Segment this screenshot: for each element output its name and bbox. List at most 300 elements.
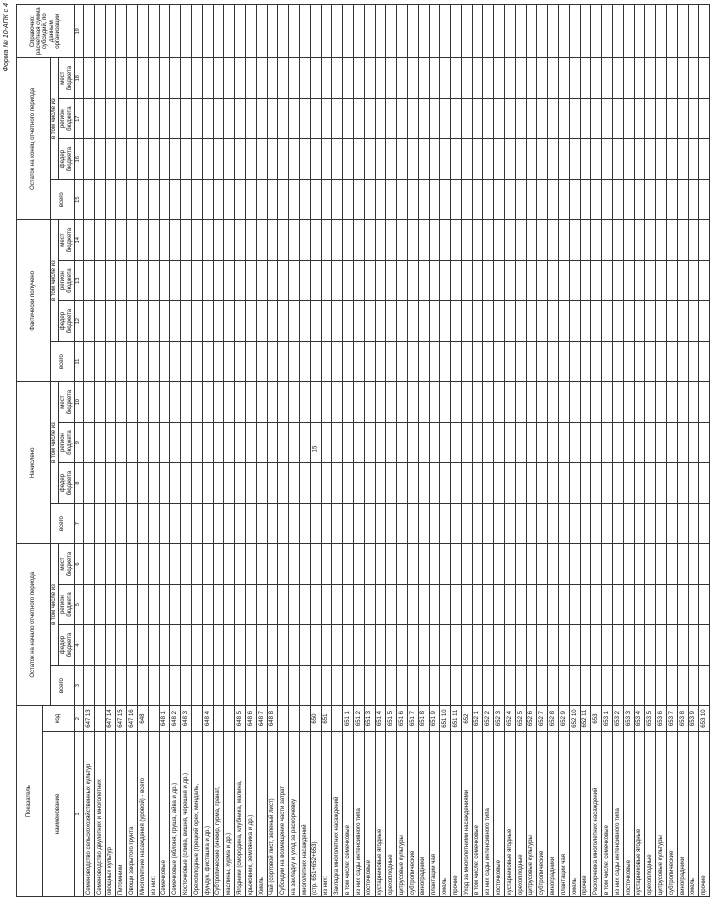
- empty-value-cell: [559, 220, 570, 260]
- empty-value-cell: [634, 382, 645, 423]
- empty-value-cell: [310, 625, 321, 665]
- empty-value-cell: [623, 179, 634, 219]
- empty-value-cell: [191, 382, 202, 423]
- empty-value-cell: [559, 584, 570, 624]
- row-name: Косточковые (слива, вишня, черешня и др.): [181, 731, 192, 896]
- empty-value-cell: [181, 260, 192, 300]
- row-code: 648 6: [245, 706, 256, 732]
- empty-value-cell: [181, 422, 192, 462]
- empty-value-cell: [181, 301, 192, 341]
- empty-value-cell: [181, 463, 192, 503]
- empty-value-cell: [105, 625, 116, 665]
- empty-value-cell: [148, 58, 159, 99]
- empty-value-cell: [677, 625, 688, 665]
- empty-value-cell: [440, 139, 451, 179]
- empty-value-cell: [580, 422, 591, 462]
- empty-value-cell: [623, 260, 634, 300]
- empty-value-cell: [105, 179, 116, 219]
- empty-value-cell: [407, 503, 418, 543]
- empty-value-cell: [559, 139, 570, 179]
- col-number: 1: [75, 731, 84, 896]
- table-row: [84, 5, 95, 897]
- empty-value-cell: [353, 503, 364, 543]
- row-code: 651 1: [343, 706, 354, 732]
- empty-value-cell: [515, 503, 526, 543]
- empty-value-cell: [667, 665, 678, 705]
- empty-value-cell: [202, 260, 213, 300]
- empty-value-cell: [299, 58, 310, 99]
- row-name: на закладку и уход за раскорчевку: [289, 731, 300, 896]
- empty-value-cell: [245, 584, 256, 624]
- empty-value-cell: [267, 584, 278, 624]
- empty-value-cell: [343, 665, 354, 705]
- row-name: Орехоплодные (грецкий орех, миндаль,: [191, 731, 202, 896]
- empty-value-cell: [170, 665, 181, 705]
- empty-value-cell: [94, 665, 105, 705]
- empty-value-cell: [602, 98, 613, 138]
- empty-value-cell: [148, 260, 159, 300]
- col-number: 13: [75, 260, 84, 300]
- empty-value-cell: [407, 220, 418, 260]
- empty-value-cell: [591, 625, 602, 665]
- row-name: Семеноводство сельскохозяйственных культур: [84, 731, 95, 896]
- federal-header: федер бюджета: [59, 463, 75, 503]
- empty-value-cell: [84, 220, 95, 260]
- empty-value-cell: [559, 260, 570, 300]
- empty-value-cell: [353, 463, 364, 503]
- empty-value-cell: [623, 382, 634, 423]
- empty-value-cell: [289, 503, 300, 543]
- empty-value-cell: [461, 665, 472, 705]
- row-code: 651 6: [397, 706, 408, 732]
- empty-value-cell: [94, 503, 105, 543]
- empty-value-cell: [289, 544, 300, 585]
- regional-header: регион бюджета: [59, 260, 75, 300]
- empty-value-cell: [602, 382, 613, 423]
- empty-value-cell: [677, 98, 688, 138]
- empty-value-cell: [537, 544, 548, 585]
- row-name: маслины, хурма и др.): [224, 731, 235, 896]
- empty-value-cell: [353, 260, 364, 300]
- empty-value-cell: [224, 5, 235, 58]
- empty-value-cell: [505, 422, 516, 462]
- empty-value-cell: [548, 58, 559, 99]
- empty-value-cell: [440, 301, 451, 341]
- table-row: [667, 5, 678, 897]
- empty-value-cell: [472, 463, 483, 503]
- col-number: 19: [75, 5, 84, 58]
- empty-value-cell: [429, 422, 440, 462]
- empty-value-cell: [634, 625, 645, 665]
- empty-value-cell: [245, 341, 256, 381]
- empty-value-cell: [299, 463, 310, 503]
- table-row: [353, 5, 364, 897]
- empty-value-cell: [559, 58, 570, 99]
- empty-value-cell: [505, 5, 516, 58]
- empty-value-cell: [148, 301, 159, 341]
- empty-value-cell: [245, 625, 256, 665]
- empty-value-cell: [386, 301, 397, 341]
- empty-value-cell: [526, 58, 537, 99]
- empty-value-cell: [202, 58, 213, 99]
- empty-value-cell: [591, 98, 602, 138]
- empty-value-cell: [440, 463, 451, 503]
- empty-value-cell: [170, 503, 181, 543]
- empty-value-cell: [159, 260, 170, 300]
- empty-value-cell: [634, 58, 645, 99]
- empty-value-cell: [602, 179, 613, 219]
- empty-value-cell: [667, 544, 678, 585]
- empty-value-cell: [429, 260, 440, 300]
- empty-value-cell: [375, 625, 386, 665]
- empty-value-cell: [451, 98, 462, 138]
- empty-value-cell: [181, 584, 192, 624]
- empty-value-cell: [677, 382, 688, 423]
- empty-value-cell: [613, 422, 624, 462]
- empty-value-cell: [84, 584, 95, 624]
- total-header: всего: [51, 341, 75, 381]
- table-row: [548, 5, 559, 897]
- empty-value-cell: [170, 625, 181, 665]
- empty-value-cell: [515, 665, 526, 705]
- empty-value-cell: [191, 422, 202, 462]
- empty-value-cell: [645, 301, 656, 341]
- empty-value-cell: [667, 463, 678, 503]
- empty-value-cell: [278, 260, 289, 300]
- row-name: Ягодники (смородина, клубника, малина,: [235, 731, 246, 896]
- empty-value-cell: [688, 5, 699, 58]
- empty-value-cell: [677, 341, 688, 381]
- empty-value-cell: [94, 301, 105, 341]
- empty-value-cell: [289, 98, 300, 138]
- empty-value-cell: [116, 58, 127, 99]
- empty-value-cell: [105, 665, 116, 705]
- empty-value-cell: [580, 301, 591, 341]
- col-number: 5: [75, 584, 84, 624]
- empty-value-cell: [386, 179, 397, 219]
- empty-value-cell: [224, 301, 235, 341]
- empty-value-cell: [127, 58, 138, 99]
- empty-value-cell: [267, 503, 278, 543]
- empty-value-cell: [429, 382, 440, 423]
- empty-value-cell: [105, 260, 116, 300]
- empty-value-cell: [386, 98, 397, 138]
- empty-value-cell: [202, 463, 213, 503]
- empty-value-cell: [472, 584, 483, 624]
- table-row: [256, 5, 267, 897]
- empty-value-cell: [159, 382, 170, 423]
- empty-value-cell: [569, 179, 580, 219]
- empty-value-cell: [137, 260, 148, 300]
- empty-value-cell: [569, 301, 580, 341]
- empty-value-cell: [515, 341, 526, 381]
- empty-value-cell: [84, 139, 95, 179]
- empty-value-cell: [267, 625, 278, 665]
- column-number-row: [75, 5, 84, 897]
- empty-value-cell: [397, 544, 408, 585]
- empty-value-cell: [299, 301, 310, 341]
- empty-value-cell: [224, 625, 235, 665]
- empty-value-cell: [289, 301, 300, 341]
- empty-value-cell: [375, 58, 386, 99]
- row-name: Субсидии на возмещение части затрат: [278, 731, 289, 896]
- empty-value-cell: [84, 382, 95, 423]
- empty-value-cell: [213, 625, 224, 665]
- empty-value-cell: [667, 503, 678, 543]
- empty-value-cell: [332, 503, 343, 543]
- empty-value-cell: [537, 382, 548, 423]
- empty-value-cell: [623, 220, 634, 260]
- empty-value-cell: [451, 220, 462, 260]
- empty-value-cell: [677, 5, 688, 58]
- empty-value-cell: [699, 463, 710, 503]
- row-code: 653 2: [613, 706, 624, 732]
- empty-value-cell: [94, 463, 105, 503]
- row-name: орехоплодные: [645, 731, 656, 896]
- empty-value-cell: [656, 665, 667, 705]
- empty-value-cell: [235, 503, 246, 543]
- empty-value-cell: [656, 301, 667, 341]
- empty-value-cell: [353, 422, 364, 462]
- empty-value-cell: [256, 301, 267, 341]
- empty-value-cell: [386, 382, 397, 423]
- empty-value-cell: [245, 98, 256, 138]
- empty-value-cell: [386, 260, 397, 300]
- empty-value-cell: [213, 463, 224, 503]
- empty-value-cell: [656, 422, 667, 462]
- empty-value-cell: [386, 503, 397, 543]
- empty-value-cell: [537, 341, 548, 381]
- empty-value-cell: [613, 503, 624, 543]
- empty-value-cell: [170, 5, 181, 58]
- empty-value-cell: [569, 463, 580, 503]
- empty-value-cell: [321, 544, 332, 585]
- empty-value-cell: [353, 665, 364, 705]
- empty-value-cell: [84, 422, 95, 462]
- row-code: 648 5: [235, 706, 246, 732]
- empty-value-cell: [461, 260, 472, 300]
- empty-value-cell: [224, 58, 235, 99]
- empty-value-cell: [105, 58, 116, 99]
- row-code: 648 8: [267, 706, 278, 732]
- empty-value-cell: [343, 98, 354, 138]
- empty-value-cell: [494, 179, 505, 219]
- empty-value-cell: [343, 260, 354, 300]
- empty-value-cell: [418, 260, 429, 300]
- table-row: [429, 5, 440, 897]
- empty-value-cell: [688, 503, 699, 543]
- empty-value-cell: [105, 584, 116, 624]
- table-row: [137, 5, 148, 897]
- empty-value-cell: [191, 625, 202, 665]
- empty-value-cell: [397, 139, 408, 179]
- empty-value-cell: [375, 503, 386, 543]
- empty-value-cell: [321, 139, 332, 179]
- federal-header: федер бюджета: [59, 139, 75, 179]
- empty-value-cell: [94, 139, 105, 179]
- empty-value-cell: [245, 544, 256, 585]
- empty-value-cell: [127, 382, 138, 423]
- row-code: 653 8: [677, 706, 688, 732]
- empty-value-cell: [321, 301, 332, 341]
- col-number: 18: [75, 58, 84, 99]
- row-code: 651: [321, 706, 332, 732]
- empty-value-cell: [483, 58, 494, 99]
- row-code: 652 2: [483, 706, 494, 732]
- empty-value-cell: [375, 341, 386, 381]
- empty-value-cell: [159, 58, 170, 99]
- empty-value-cell: [483, 139, 494, 179]
- empty-value-cell: [407, 139, 418, 179]
- empty-value-cell: [461, 382, 472, 423]
- empty-value-cell: [418, 665, 429, 705]
- empty-value-cell: [569, 98, 580, 138]
- row-code: 648 7: [256, 706, 267, 732]
- empty-value-cell: [645, 220, 656, 260]
- empty-value-cell: [267, 422, 278, 462]
- empty-value-cell: [451, 260, 462, 300]
- empty-value-cell: [202, 341, 213, 381]
- empty-value-cell: [202, 179, 213, 219]
- table-row: [440, 5, 451, 897]
- empty-value-cell: [645, 544, 656, 585]
- empty-value-cell: [321, 382, 332, 423]
- empty-value-cell: [94, 58, 105, 99]
- empty-value-cell: [451, 5, 462, 58]
- empty-value-cell: [256, 382, 267, 423]
- row-code: 653 3: [623, 706, 634, 732]
- empty-value-cell: [623, 503, 634, 543]
- empty-value-cell: [137, 98, 148, 138]
- empty-value-cell: [235, 382, 246, 423]
- empty-value-cell: [483, 503, 494, 543]
- empty-value-cell: [667, 98, 678, 138]
- empty-value-cell: [677, 139, 688, 179]
- empty-value-cell: [699, 382, 710, 423]
- empty-value-cell: [213, 422, 224, 462]
- empty-value-cell: [677, 301, 688, 341]
- empty-value-cell: [656, 220, 667, 260]
- local-header: мест бюджета: [59, 382, 75, 423]
- row-code: 652 6: [526, 706, 537, 732]
- empty-value-cell: [213, 503, 224, 543]
- empty-value-cell: [256, 220, 267, 260]
- subsidy-table: [16, 4, 710, 897]
- empty-value-cell: [375, 179, 386, 219]
- empty-value-cell: [591, 463, 602, 503]
- empty-value-cell: [667, 139, 678, 179]
- empty-value-cell: [461, 98, 472, 138]
- table-row: [148, 5, 159, 897]
- empty-value-cell: [677, 220, 688, 260]
- empty-value-cell: [569, 422, 580, 462]
- empty-value-cell: [580, 98, 591, 138]
- empty-value-cell: [278, 301, 289, 341]
- empty-value-cell: [623, 544, 634, 585]
- empty-value-cell: [278, 665, 289, 705]
- empty-value-cell: [699, 98, 710, 138]
- empty-value-cell: [634, 139, 645, 179]
- group-end-header: Остаток на конец отчетного периода: [17, 58, 51, 220]
- empty-value-cell: [170, 98, 181, 138]
- empty-value-cell: [353, 341, 364, 381]
- empty-value-cell: [645, 382, 656, 423]
- empty-value-cell: [202, 220, 213, 260]
- empty-value-cell: [667, 584, 678, 624]
- empty-value-cell: [170, 544, 181, 585]
- empty-value-cell: [181, 5, 192, 58]
- empty-value-cell: [278, 503, 289, 543]
- empty-value-cell: [235, 179, 246, 219]
- incl-header: в том числе из: [51, 220, 59, 341]
- total-header: всего: [51, 503, 75, 543]
- empty-value-cell: [645, 625, 656, 665]
- empty-value-cell: [256, 584, 267, 624]
- row-code: 653 6: [656, 706, 667, 732]
- empty-value-cell: [537, 503, 548, 543]
- empty-value-cell: [105, 301, 116, 341]
- empty-value-cell: [321, 625, 332, 665]
- empty-value-cell: [127, 301, 138, 341]
- empty-value-cell: [688, 98, 699, 138]
- empty-value-cell: [245, 220, 256, 260]
- col-number: 10: [75, 382, 84, 423]
- empty-value-cell: [602, 544, 613, 585]
- group-received-header: Фактически получено: [17, 220, 51, 382]
- table-row: [386, 5, 397, 897]
- table-row: [580, 5, 591, 897]
- table-row: [181, 5, 192, 897]
- empty-value-cell: [256, 665, 267, 705]
- empty-value-cell: [613, 625, 624, 665]
- empty-value-cell: [310, 5, 321, 58]
- empty-value-cell: [148, 179, 159, 219]
- local-header: мест бюджета: [59, 544, 75, 585]
- empty-value-cell: [634, 98, 645, 138]
- group-start-header: Остаток на начало отчетного периода: [17, 544, 51, 706]
- empty-value-cell: [494, 665, 505, 705]
- empty-value-cell: [137, 463, 148, 503]
- empty-value-cell: [289, 139, 300, 179]
- empty-value-cell: [84, 463, 95, 503]
- row-name: косточковые: [623, 731, 634, 896]
- row-name: Чай (сортовой лист, зеленый лист): [267, 731, 278, 896]
- empty-value-cell: [332, 422, 343, 462]
- empty-value-cell: [386, 139, 397, 179]
- table-row: [159, 5, 170, 897]
- empty-value-cell: [580, 544, 591, 585]
- empty-value-cell: [105, 544, 116, 585]
- empty-value-cell: [289, 463, 300, 503]
- reference-header: Справочно: расчетная сумма субсидий, по данным организации: [17, 5, 75, 58]
- empty-value-cell: [548, 260, 559, 300]
- empty-value-cell: [267, 382, 278, 423]
- table-row: [105, 5, 116, 897]
- form-label: Форма № 10-АПК с 4: [3, 3, 10, 72]
- empty-value-cell: [623, 5, 634, 58]
- empty-value-cell: [127, 179, 138, 219]
- empty-value-cell: [407, 544, 418, 585]
- table-row: [559, 5, 570, 897]
- row-code: [224, 706, 235, 732]
- empty-value-cell: [343, 382, 354, 423]
- empty-value-cell: [461, 584, 472, 624]
- empty-value-cell: [256, 463, 267, 503]
- table-row: [191, 5, 202, 897]
- empty-value-cell: [656, 544, 667, 585]
- empty-value-cell: [397, 422, 408, 462]
- empty-value-cell: [677, 260, 688, 300]
